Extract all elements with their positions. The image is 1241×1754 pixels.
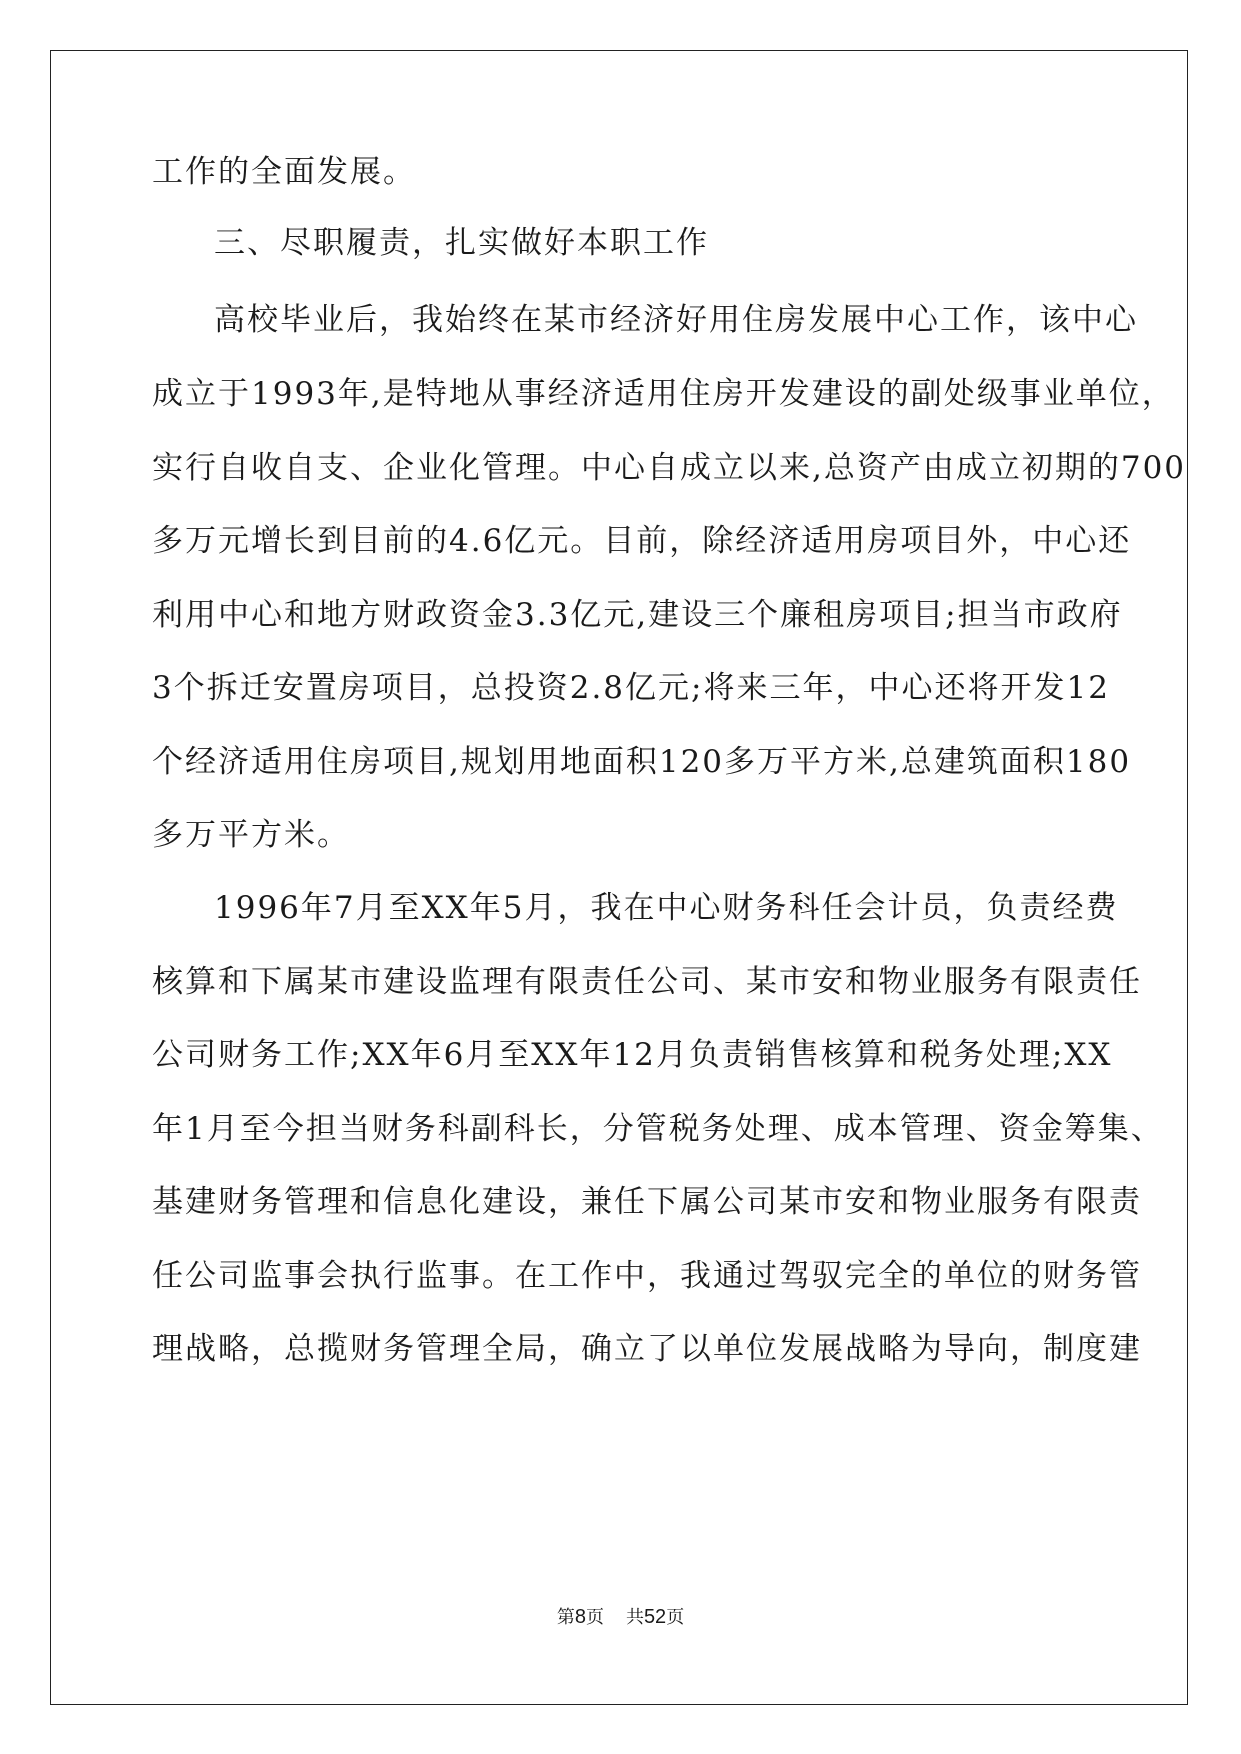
text-line: 多万平方米。: [152, 817, 350, 853]
text-line: 核算和下属某市建设监理有限责任公司、某市安和物业服务有限责任: [152, 964, 1142, 1000]
text-line: 成立于1993年,是特地从事经济适用住房开发建设的副处级事业单位，: [152, 376, 1175, 412]
text-line: 高校毕业后，我始终在某市经济好用住房发展中心工作，该中心: [214, 302, 1138, 338]
total-suffix: 页: [666, 1607, 685, 1628]
page-border: [50, 50, 1188, 1705]
page-footer: [0, 1605, 1241, 1630]
text-line: 公司财务工作;XX年6月至XX年12月负责销售核算和税务处理;XX: [152, 1037, 1113, 1073]
total-pages: 52: [643, 1606, 667, 1628]
text-line: 基建财务管理和信息化建设，兼任下属公司某市安和物业服务有限责: [152, 1184, 1142, 1220]
text-line: 理战略，总揽财务管理全局，确立了以单位发展战略为导向，制度建: [152, 1331, 1142, 1367]
text-line: 利用中心和地方财政资金3.3亿元,建设三个廉租房项目;担当市政府: [152, 597, 1123, 633]
text-line: 3个拆迁安置房项目，总投资2.8亿元;将来三年，中心还将开发12: [152, 670, 1110, 706]
page-suffix: 页: [585, 1607, 604, 1628]
text-line: 个经济适用住房项目,规划用地面积120多万平方米,总建筑面积180: [152, 744, 1132, 780]
total-prefix: 共: [625, 1607, 644, 1628]
section-heading: 三、尽职履责，扎实做好本职工作: [214, 225, 709, 261]
page-number: 8: [574, 1606, 586, 1628]
text-line: 1996年7月至XX年5月，我在中心财务科任会计员，负责经费: [214, 890, 1119, 926]
text-line: 任公司监事会执行监事。在工作中，我通过驾驭完全的单位的财务管: [152, 1258, 1142, 1294]
text-line: 年1月至今担当财务科副科长，分管税务处理、成本管理、资金筹集、: [152, 1111, 1164, 1147]
page-prefix: 第: [556, 1607, 575, 1628]
text-line: 工作的全面发展。: [152, 154, 416, 190]
text-line: 多万元增长到目前的4.6亿元。目前，除经济适用房项目外，中心还: [152, 523, 1132, 559]
text-line: 实行自收自支、企业化管理。中心自成立以来,总资产由成立初期的700: [152, 450, 1187, 486]
